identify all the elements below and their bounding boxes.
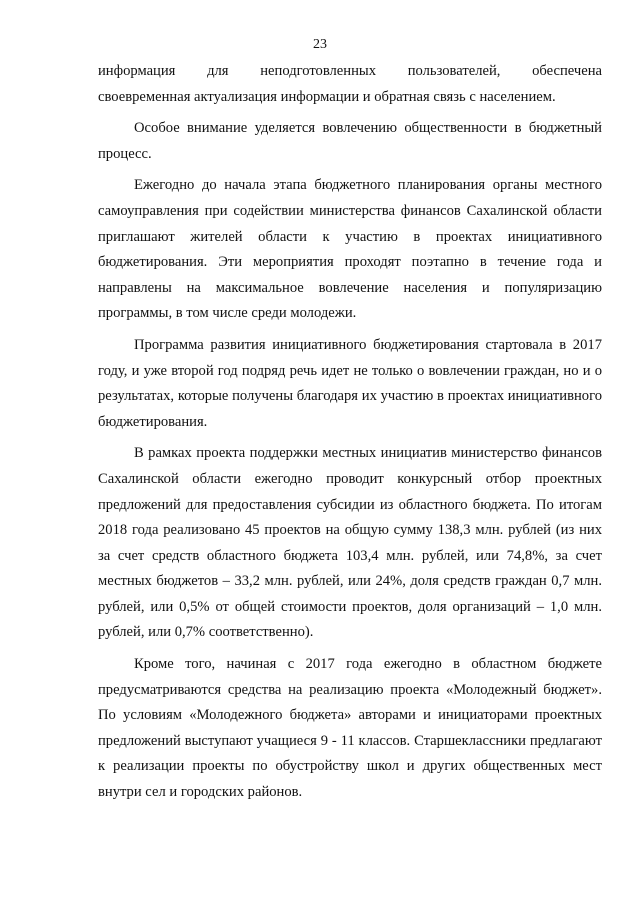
paragraph-2: Особое внимание уделяется вовлечению общественности в бюджетный процесс. <box>98 120 602 162</box>
paragraph-1 <box>98 59 602 110</box>
paragraph-1-first-line: информация для неподготовленных пользователей, обеспечена <box>98 63 602 79</box>
document-body <box>98 59 602 812</box>
page-number: 23 <box>313 37 327 52</box>
paragraph-6: Кроме того, начиная с 2017 года ежегодно в областном бюджете предусматриваются средства на реализацию проекта «Молодежный бюджет». По условиям «Молодежного бюджета» авторами и инициаторами проектных предложений выступают учащиеся 9 - 11 классов. Старшеклассники предлагают к реализации проекты по обустройству школ и других общественных мест внутри сел и городских районов. <box>98 656 602 801</box>
paragraph-3: Ежегодно до начала этапа бюджетного планирования органы местного самоуправления при содействии министерства финансов Сахалинской области приглашают жителей области к участию в проектах инициативного бюджетирования. Эти мероприятия проходят поэтапно в течение года и направлены на максимальное вовлечение населения и популяризацию программы, в том числе среди молодежи. <box>98 177 602 322</box>
paragraph-5: В рамках проекта поддержки местных инициатив министерство финансов Сахалинской области ежегодно проводит конкурсный отбор проектных предложений для предоставления субсидии из областного бюджета. По итогам 2018 года реализовано 45 проектов на общую сумму 138,3 млн. рублей (из них за счет средств областного бюджета 103,4 млн. рублей, или 74,8%, за счет местных бюджетов – 33,2 млн. рублей, или 24%, доля средств граждан 0,7 млн. рублей, или 0,5% от общей стоимости проектов, доля организаций – 1,0 млн. рублей, или 0,7% соответственно). <box>98 445 602 641</box>
paragraph-4: Программа развития инициативного бюджетирования стартовала в 2017 году, и уже второй год подряд речь идет не только о вовлечении граждан, но и о результатах, которые получены благодаря их участию в проектах инициативного бюджетирования. <box>98 336 602 430</box>
paragraph-1-rest: своевременная актуализация информации и обратная связь с населением. <box>98 88 556 105</box>
